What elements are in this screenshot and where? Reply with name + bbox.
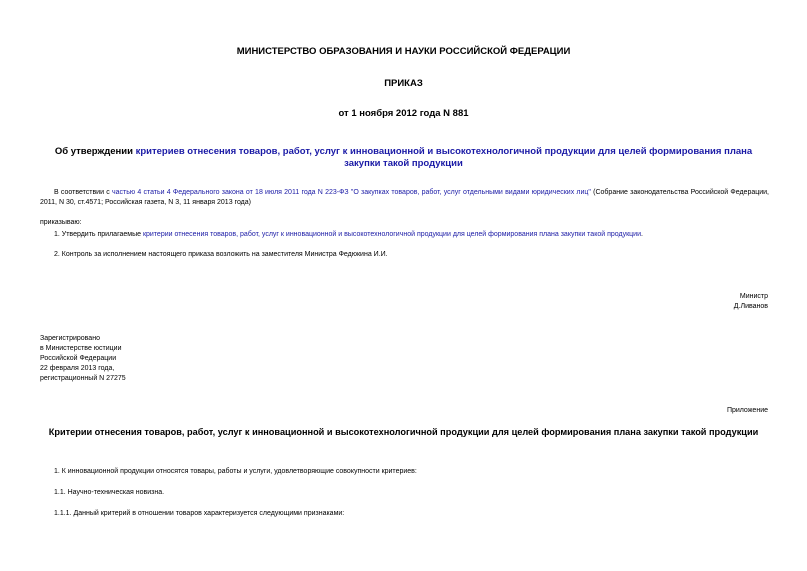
document-type: ПРИКАЗ [384, 78, 423, 89]
item-1 [54, 230, 769, 240]
appendix-title: Критерии отнесения товаров, работ, услуг к инновационной и высокотехнологичной продукции для целей формирования плана закупки такой продукции [48, 427, 759, 437]
preamble-prefix: В соответствии с [54, 189, 112, 196]
registration-line-5: регистрационный N 27275 [40, 375, 126, 382]
registration-block [40, 334, 340, 384]
preamble-paragraph [40, 188, 769, 208]
criterion-1-1: 1.1. Научно-техническая новизна. [54, 489, 165, 496]
title-criteria-link[interactable]: критериев отнесения товаров, работ, услуг к инновационной и высокотехнологичной продукции для целей формирования плана закупки такой продукции [135, 146, 753, 169]
signature-position: Министр [739, 293, 768, 300]
document-title [40, 146, 767, 170]
item-1-prefix: 1. Утвердить прилагаемые [54, 231, 143, 238]
federal-law-link[interactable]: частью 4 статьи 4 Федерального закона от 18 июля 2011 года N 223-ФЗ "О закупках товаров, работ, услуг отдельными видами юридических лиц" [111, 189, 591, 196]
ministry-heading: МИНИСТЕРСТВО ОБРАЗОВАНИЯ И НАУКИ РОССИЙСКОЙ ФЕДЕРАЦИИ [236, 46, 571, 57]
item-1-suffix: . [640, 231, 643, 238]
order-word: приказываю: [40, 219, 82, 226]
registration-line-3: Российской Федерации [40, 355, 117, 362]
criterion-1: 1. К инновационной продукции относятся товары, работы и услуги, удовлетворяющие совокупности критериев: [54, 468, 417, 475]
registration-line-2: в Министерстве юстиции [40, 345, 122, 352]
appended-criteria-link[interactable]: критерии отнесения товаров, работ, услуг к инновационной и высокотехнологичной продукции для целей формирования плана закупки такой продукции [142, 231, 641, 238]
registration-line-4: 22 февраля 2013 года, [40, 365, 115, 372]
criterion-1-1-1: 1.1.1. Данный критерий в отношении товаров характеризуется следующими признаками: [54, 510, 345, 517]
signature-name: Д.Ливанов [733, 303, 768, 310]
title-prefix: Об утверждении [54, 146, 136, 157]
appendix-label: Приложение [726, 407, 768, 414]
order-date-number: от 1 ноября 2012 года N 881 [338, 108, 469, 119]
preamble-suffix: (Собрание законодательства Российской Федерации, 2011, N 30, ст.4571; Российская газета, N 3, 11 января 2013 года) [40, 189, 769, 206]
registration-line-1: Зарегистрировано [40, 335, 100, 342]
item-2: 2. Контроль за исполнением настоящего приказа возложить на заместителя Министра Федюкина И.И. [54, 251, 388, 258]
